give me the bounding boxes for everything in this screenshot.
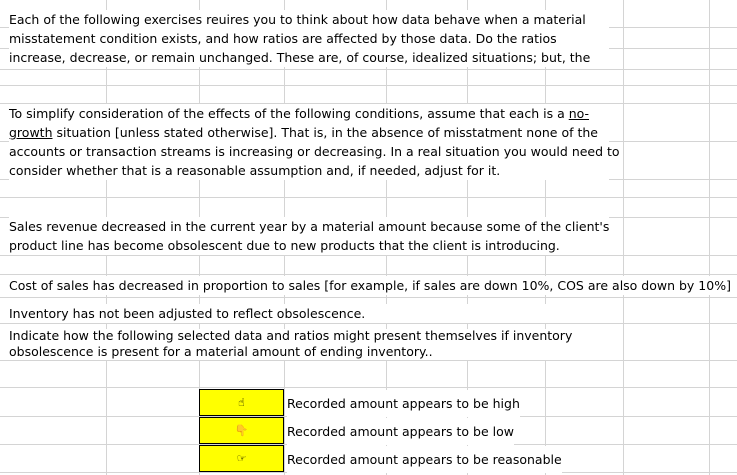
cos-note (9, 276, 729, 295)
legend-reasonable-label: Recorded amount appears to be reasonable (287, 446, 562, 473)
hand-up-icon: ☝ (238, 396, 245, 409)
assumption-paragraph (9, 104, 620, 180)
text-segment: To simplify consideration of the effects of the following conditions, assume that each is a (9, 106, 569, 121)
hand-right-icon: ☞ (236, 452, 247, 465)
text-segment: situation [unless stated otherwise]. That is, in the absence of misstatment none of the (52, 125, 598, 140)
text-line: Each of the following exercises reuires you to think about how data behave when a material (9, 12, 586, 27)
text-line: Cost of sales has decreased in proportion to sales [for example, if sales are down 10%, COS are also down by 10%] (9, 278, 731, 293)
text-line: consider whether that is a reasonable assumption and, if needed, adjust for it. (9, 163, 501, 178)
text-line: Indicate how the following selected data and ratios might present themselves if inventory (9, 329, 573, 343)
text-line: Inventory has not been adjusted to reflect obsolescence. (9, 306, 366, 321)
legend-low-cell (199, 417, 284, 444)
legend-high-label: Recorded amount appears to be high (287, 390, 520, 417)
text-line: Sales revenue decreased in the current year by a material amount because some of the client's (9, 219, 610, 234)
text-line (9, 123, 609, 142)
underlined-text: no- (568, 106, 590, 121)
legend-low-label: Recorded amount appears to be low (287, 418, 514, 445)
legend-reasonable-cell (199, 445, 284, 472)
instruction-text (9, 329, 609, 360)
text-line: accounts or transaction streams is increasing or decreasing. In a real situation you would need to (9, 144, 620, 159)
text-line: misstatement condition exists, and how ratios are affected by those data. Do the ratios (9, 31, 557, 46)
text-line: obsolescence is present for a material amount of ending inventory.. (9, 344, 433, 359)
underlined-text: growth (9, 125, 53, 140)
text-line (9, 104, 609, 123)
hand-down-icon: 👇 (234, 424, 249, 437)
intro-paragraph (9, 10, 609, 67)
text-line: product line has become obsolescent due to new products that the client is introducing. (9, 238, 560, 253)
inventory-note (9, 304, 609, 323)
text-line: increase, decrease, or remain unchanged. These are, of course, idealized situations; but, the (9, 50, 591, 65)
scenario-paragraph (9, 217, 609, 255)
legend-high-cell (199, 389, 284, 416)
